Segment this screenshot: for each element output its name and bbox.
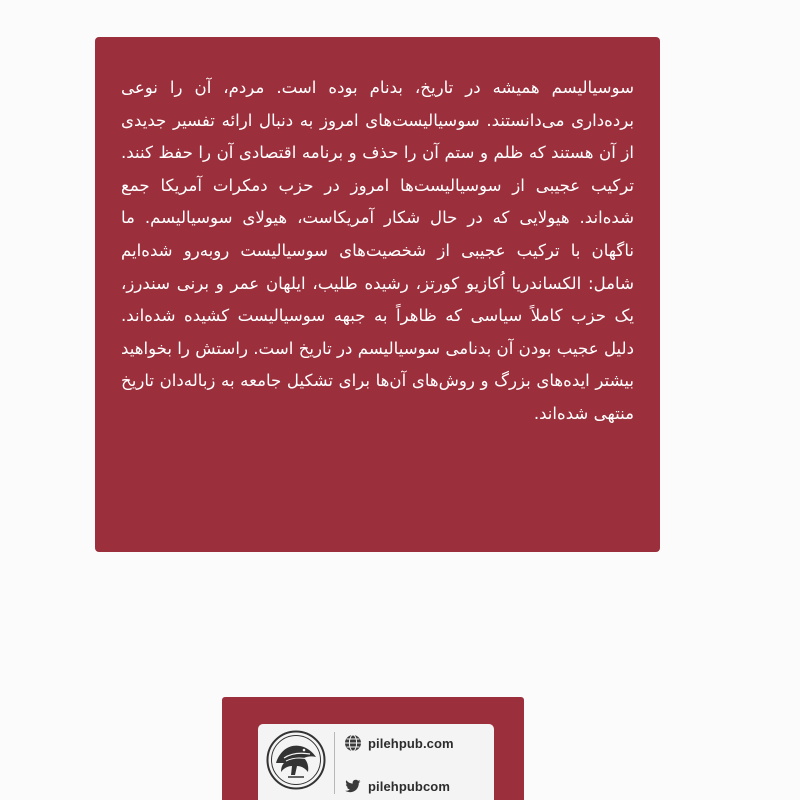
winged-lion-seal-logo xyxy=(266,730,326,790)
website-link[interactable]: pilehpub.com xyxy=(368,735,454,751)
publisher-card xyxy=(258,724,494,800)
twitter-contact[interactable] xyxy=(344,776,450,796)
blurb-text: سوسیالیسم همیشه در تاریخ، بدنام بوده است. مردم، آن را نوعی برده‌داری می‌دانستند. سوسیالیست‌های امروز به دنبال ارائه تفسیر جدیدی از آن هستند که ظلم و ستم آن را حذف و برنامه اقتصادی آن را حفظ کنند. ترکیب عجیبی از سوسیالیست‌ها امروز در حزب دمکرات آمریکا جمع شده‌اند. هیولایی که در حال شکار آمریکاست، هیولای سوسیالیسم. ما ناگهان با ترکیب عجیبی از شخصیت‌های سوسیالیست روبه‌رو شده‌ایم شامل: الکساندریا اُکازیو کورتز، رشیده طلیب، ایلهان عمر و برنی سندرز، یک حزب کاملاً سیاسی که ظاهراً به جبهه سوسیالیست کشیده شده‌اند. دلیل عجیب بودن آن بدنامی سوسیالیسم در تاریخ است. راستش را بخواهید بیشتر ایده‌های بزرگ و روش‌های آن‌ها برای تشکیل جامعه به زباله‌دان تاریخ منتهی شده‌اند. xyxy=(121,78,634,423)
twitter-handle[interactable]: pilehpubcom xyxy=(368,778,450,794)
twitter-bird-icon xyxy=(344,777,362,795)
card-divider xyxy=(334,732,335,794)
publisher-footer-panel xyxy=(222,697,524,800)
globe-icon xyxy=(344,734,362,752)
website-contact[interactable] xyxy=(344,733,454,753)
blurb-panel xyxy=(95,37,660,552)
